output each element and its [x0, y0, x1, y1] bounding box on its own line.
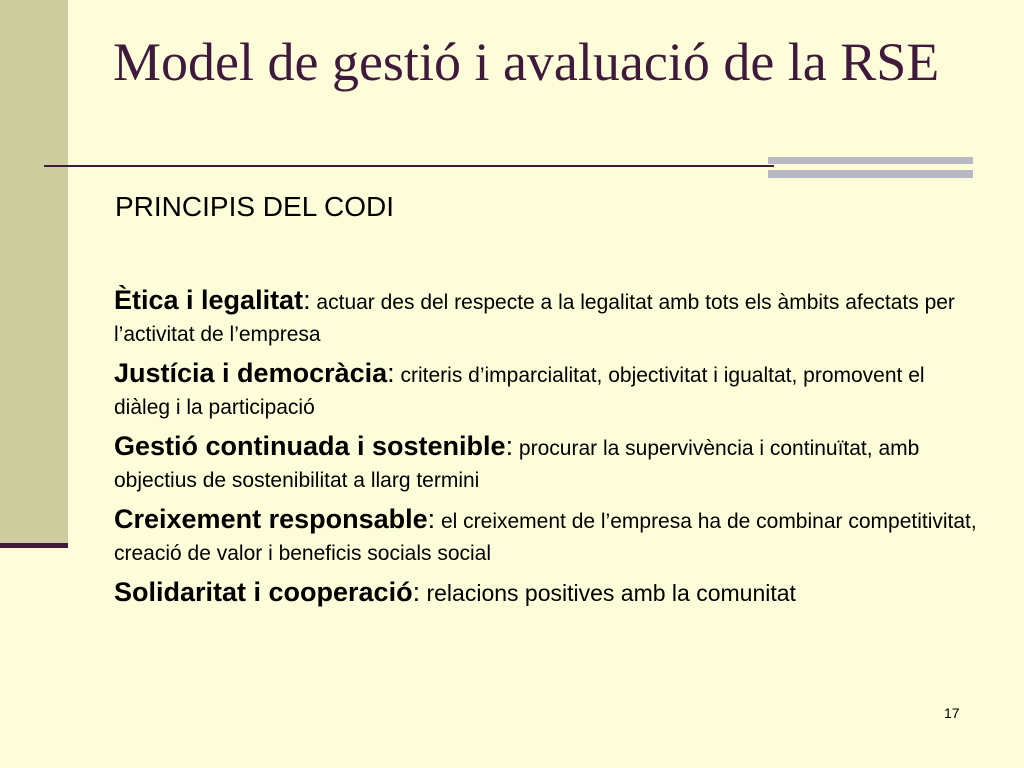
principle-item — [114, 504, 984, 571]
principle-term: Solidaritat i cooperació — [114, 577, 413, 607]
principle-description: criteris d’imparcialitat, objectivitat i igualtat, promovent el diàleg i la participació — [114, 364, 925, 419]
principle-term: Creixement responsable — [114, 504, 428, 534]
principle-term: Gestió continuada i sostenible — [114, 431, 506, 461]
principle-colon: : — [427, 504, 436, 534]
principle-term: Ètica i legalitat — [114, 285, 304, 315]
principle-description: el creixement de l’empresa ha de combinar competitivitat, creació de valor i beneficis socials social — [114, 510, 977, 565]
principle-description: relacions positives amb la comunitat — [420, 580, 796, 606]
principle-item — [114, 431, 984, 498]
principle-colon: : — [303, 285, 311, 315]
section-heading: PRINCIPIS DEL CODI — [115, 191, 395, 222]
title-divider — [44, 165, 774, 167]
left-accent-bar — [0, 543, 68, 548]
principle-description: procurar la supervivència i continuïtat, amb objectius de sostenibilitat a llarg termini — [114, 437, 920, 492]
accent-bar-bottom — [768, 170, 973, 178]
principle-item — [114, 285, 984, 352]
accent-bar-top — [768, 157, 973, 164]
principles-list — [114, 285, 984, 618]
left-decorative-band — [0, 0, 68, 545]
principle-colon: : — [412, 577, 421, 607]
principle-item — [114, 577, 984, 612]
principle-item — [114, 358, 984, 425]
principle-term: Justícia i democràcia — [114, 358, 388, 388]
principle-colon: : — [387, 358, 395, 388]
principle-colon: : — [505, 431, 514, 461]
page-number: 17 — [944, 705, 960, 721]
principle-description: actuar des del respecte a la legalitat amb tots els àmbits afectats per l’activitat de l’empresa — [114, 291, 955, 346]
slide-title: Model de gestió i avaluació de la RSE — [113, 32, 940, 92]
